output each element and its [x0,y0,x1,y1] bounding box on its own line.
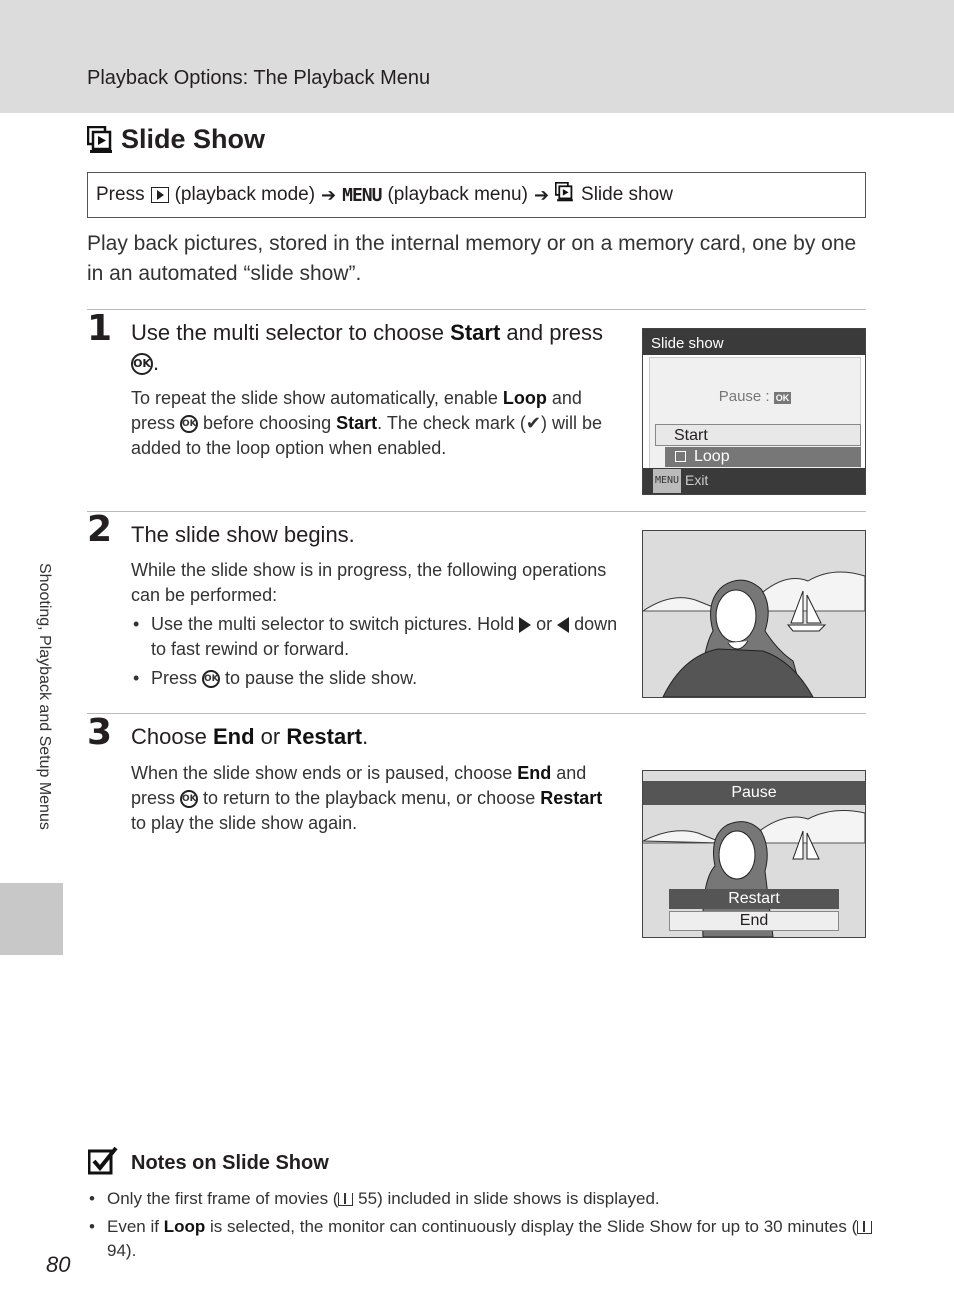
page-title-text: Slide Show [121,124,266,154]
notes-list [87,1187,877,1267]
step-number: 2 [87,509,113,550]
page-header [0,0,954,113]
step3-body-text: to play the slide show again. [131,813,358,833]
step1-body-text: . The check mark ( [377,413,526,433]
step3-heading [131,722,611,752]
checkmark-note-icon [88,1145,118,1175]
note-text: 94). [107,1241,137,1260]
note-loop: Loop [163,1217,206,1236]
step1-body [131,386,621,461]
step2-body-text: While the slide show is in progress, the following operations can be performed: [131,560,607,605]
list-item [87,1187,877,1211]
bullet-text: or [531,614,558,634]
bullet-text: to pause the slide show. [220,668,418,688]
pause-hint: Pause : OK [718,388,790,405]
step2-body [131,558,621,691]
page-title [87,124,265,155]
ok-button-icon: OK [180,415,198,433]
ok-button-icon: OK [202,670,220,688]
slide-show-small-icon [555,182,575,208]
step1-heading-start: Start [450,320,501,345]
navigation-path [87,172,866,218]
nav-playback-mode: (playback mode) [174,184,316,205]
step3-heading-restart: Restart [286,724,363,749]
step3-heading-text: or [254,724,287,749]
step3-heading-text: Choose [131,724,213,749]
slide-show-icon [87,126,115,154]
loop-label: Loop [694,448,730,465]
divider [87,713,866,714]
playback-button-icon [151,187,169,203]
pause-banner: Pause [643,781,865,805]
screen-footer [643,468,865,494]
portrait-illustration [643,531,865,697]
step1-body-text: ) will be added to the loop option when enabled. [131,413,602,458]
bullet-text: Use the multi selector to switch pictures. Hold [151,614,520,634]
pause-label: Pause [718,388,762,405]
menu-badge-icon: MENU [653,469,681,493]
book-reference-icon [857,1221,872,1234]
page-number: 80 [46,1252,71,1277]
menu-item-loop [665,447,861,467]
note-text: 55) included in slide shows is displayed. [353,1189,660,1208]
header-title: Playback Options: The Playback Menu [87,67,431,89]
ok-icon: OK [775,393,790,403]
step3-heading-end: End [212,724,255,749]
bullet-text: down to fast rewind or forward. [151,614,618,659]
divider [87,511,866,512]
slide-show-paused-screen [642,770,866,938]
step1-heading-text2: and press [500,320,604,345]
step-number: 3 [87,712,113,753]
menu-item-restart: Restart [669,889,839,909]
exit-label: Exit [684,472,709,488]
note-text: Even if [107,1217,164,1236]
step3-body-end: End [517,763,552,783]
step1-body-text: before choosing [198,413,337,433]
step3-body-restart: Restart [540,788,603,808]
step1-heading-text: Use the multi selector to choose [131,320,451,345]
slide-show-playing-screen [642,530,866,698]
step1-body-loop: Loop [502,388,547,408]
side-section-tab [0,883,63,955]
step1-heading: Use the multi selector to choose Start and press OK. [131,320,604,375]
notes-title: Notes on Slide Show [131,1152,329,1174]
nav-playback-menu: (playback menu) [387,184,528,205]
note-text: Only the first frame of movies ( [107,1189,339,1208]
step2-bullets [131,612,621,691]
step3-body-text: and press [131,763,587,808]
note-text: is selected, the monitor can continuously display the Slide Show for up to 30 minutes ( [205,1217,858,1236]
nav-slide-show: Slide show [581,184,673,205]
ok-button-icon: OK [131,353,153,375]
step3-body [131,761,621,836]
step2-heading: The slide show begins. [131,522,355,547]
intro-paragraph: Play back pictures, stored in the internal memory or on a memory card, one by one in an automated “slide show”. [87,232,857,285]
step1-body-start: Start [336,413,378,433]
checkbox-icon [675,451,686,462]
list-item [131,666,621,691]
arrow-right-icon: ➔ [533,184,550,205]
menu-button-icon: MENU [342,184,382,206]
step1-body-text: and press [131,388,582,433]
slide-show-menu-screen [642,328,866,495]
arrow-right-icon: ➔ [321,184,337,205]
ok-button-icon: OK [180,790,198,808]
side-section-label: Shooting, Playback and Setup Menus [36,563,53,830]
step3-body-text: When the slide show ends or is paused, choose [131,763,518,783]
list-item [87,1215,877,1263]
book-reference-icon [338,1193,353,1206]
nav-press: Press [96,184,145,205]
menu-item-end: End [669,911,839,931]
step3-heading-text: . [362,724,369,749]
menu-item-start: Start [655,424,861,446]
multi-selector-left-icon [557,617,569,633]
divider [87,309,866,310]
step1-body-text: To repeat the slide show automatically, enable [131,388,503,408]
bullet-text: Press [151,668,203,688]
screen-title: Slide show [643,329,865,355]
step-number: 1 [87,308,113,349]
check-mark-icon: ✔ [525,413,541,433]
step3-body-text: to return to the playback menu, or choose [198,788,541,808]
list-item [131,612,621,662]
multi-selector-right-icon [519,617,531,633]
